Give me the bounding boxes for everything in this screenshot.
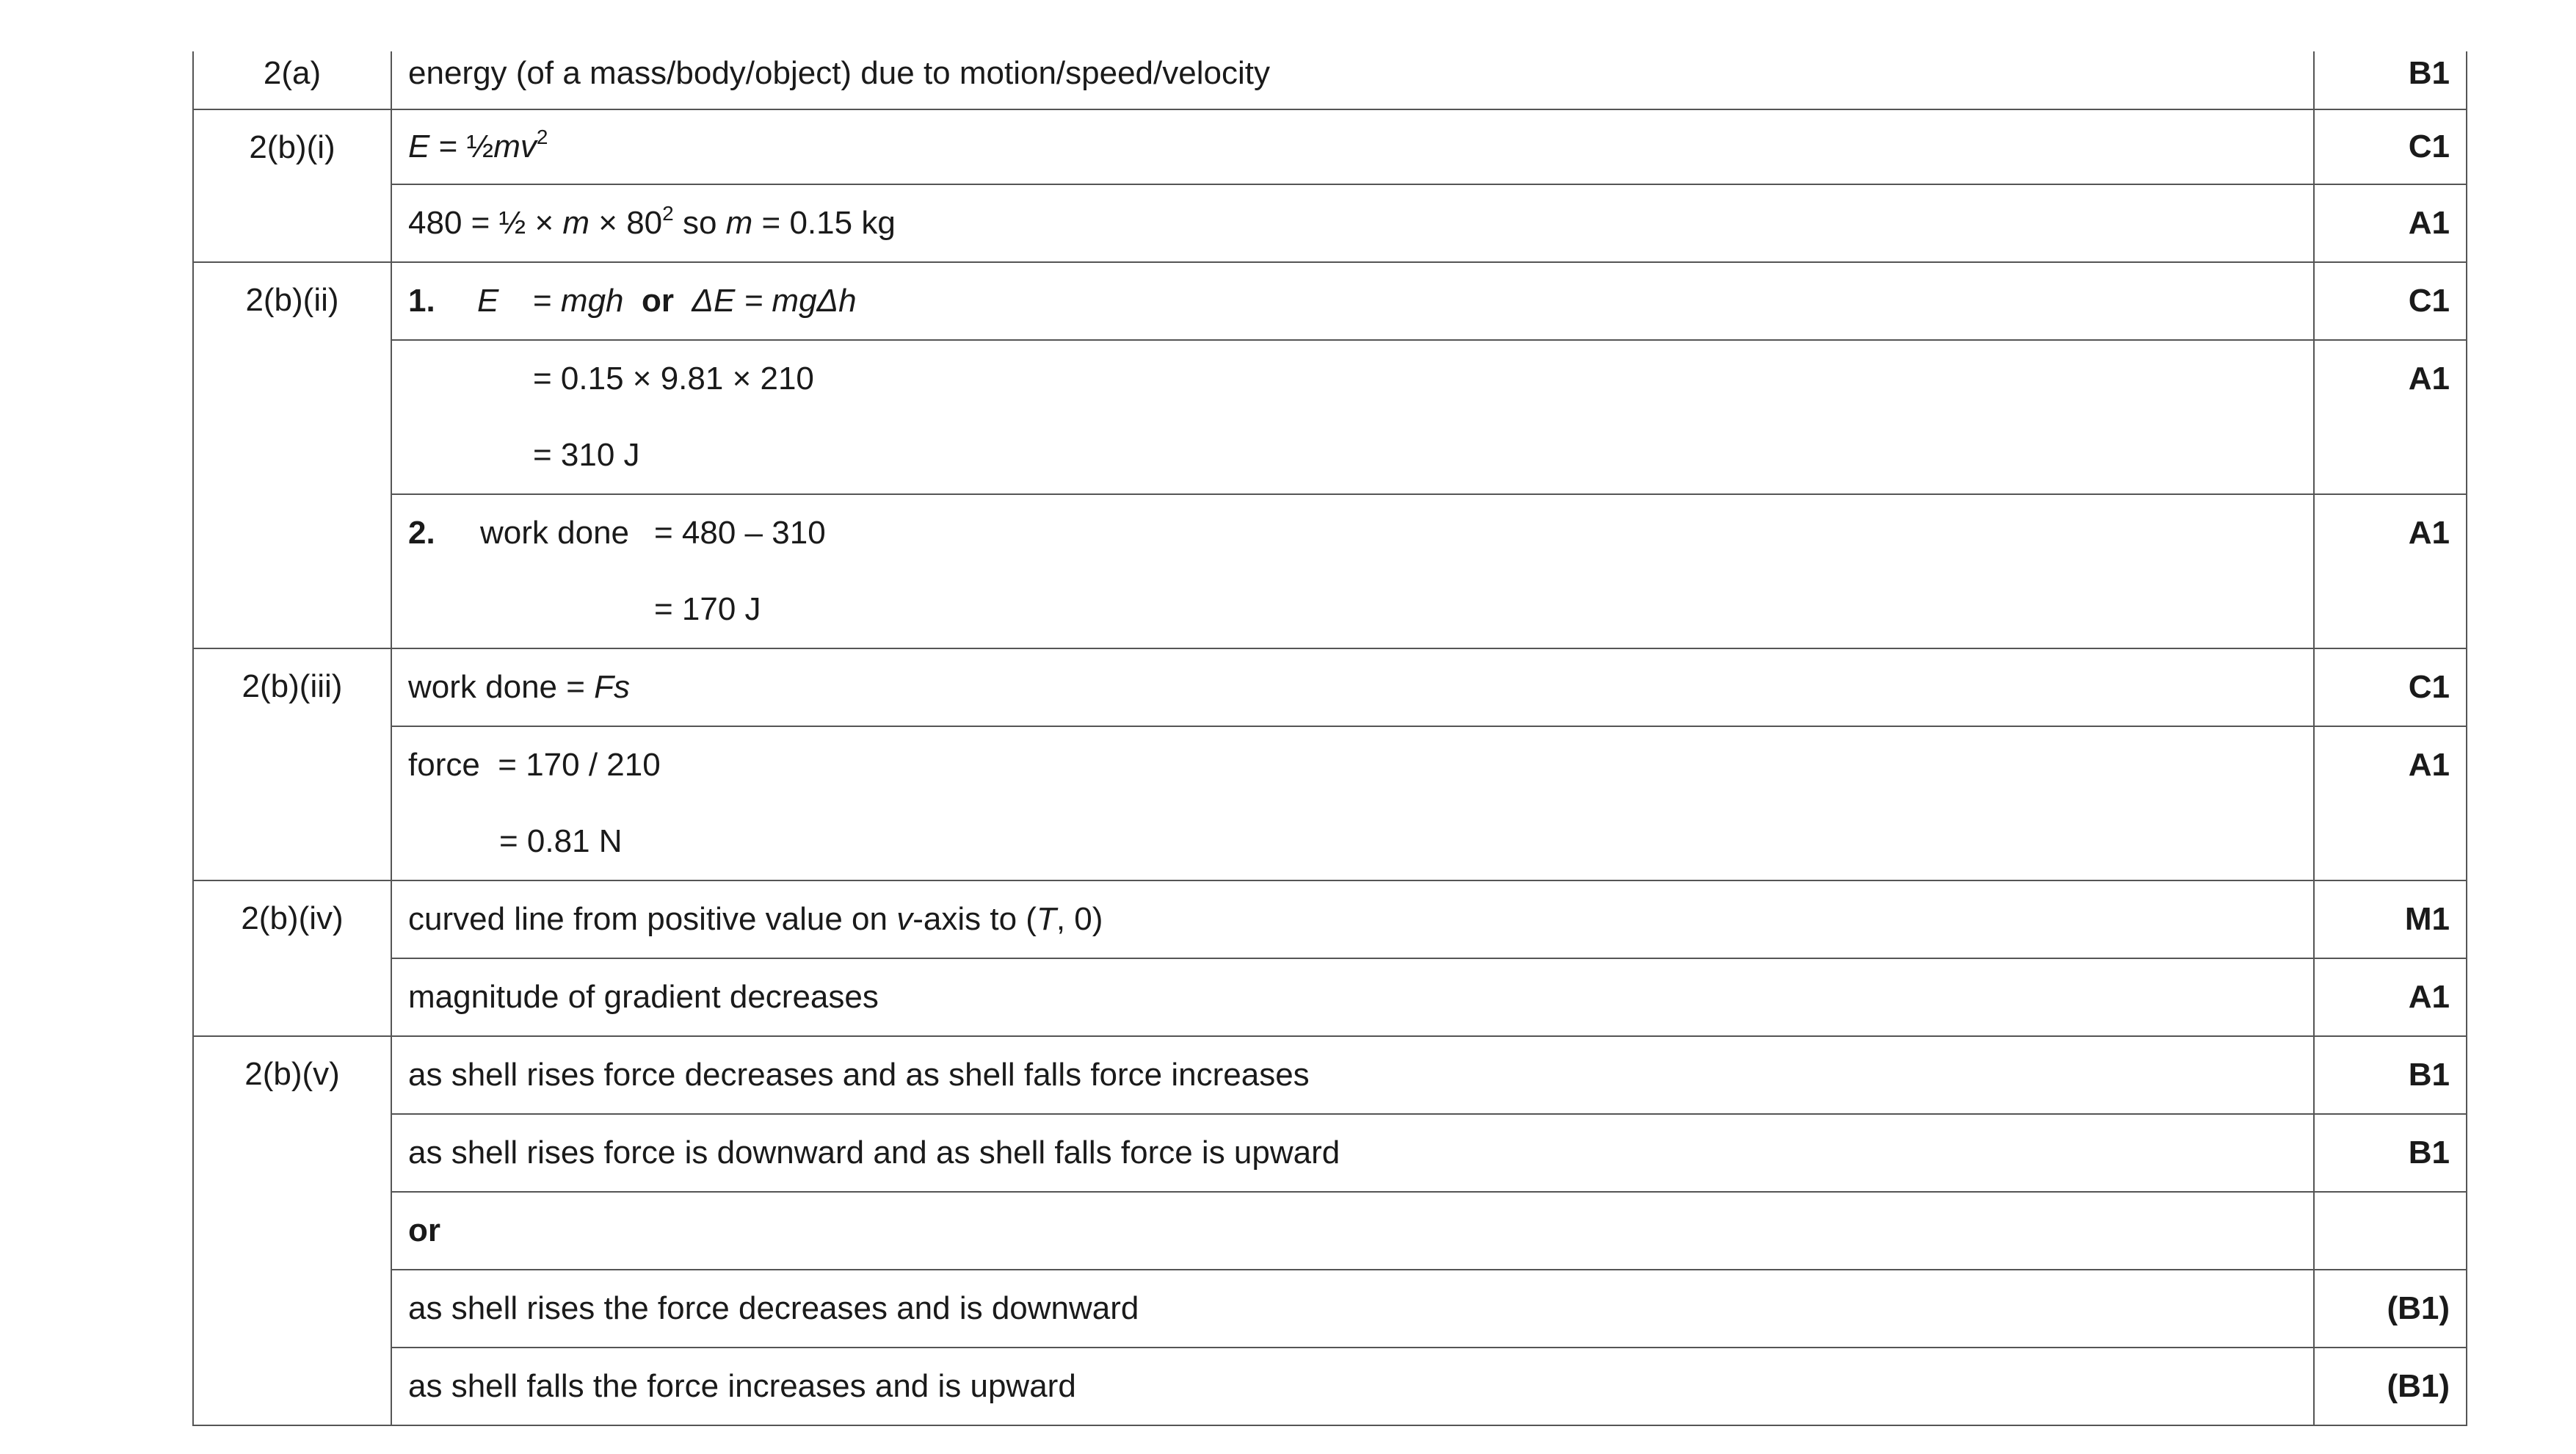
answer-cell bbox=[391, 1348, 2314, 1425]
superscript: 2 bbox=[536, 126, 548, 148]
answer-cell bbox=[391, 1270, 2314, 1348]
answer-text: magnitude of gradient decreases bbox=[408, 979, 879, 1015]
equation-part: = 0.81 N bbox=[499, 823, 623, 859]
mark-cell bbox=[2314, 958, 2467, 1036]
answer-formula bbox=[408, 649, 2297, 726]
equation-part: = 480 – 310 bbox=[654, 515, 826, 551]
table-row bbox=[193, 184, 2467, 262]
answer-formula bbox=[408, 185, 2297, 261]
symbol-mv: mv bbox=[493, 129, 537, 164]
answer-text: energy (of a mass/body/object) due to motion/speed/velocity bbox=[408, 55, 1270, 91]
mark-label: B1 bbox=[2408, 1057, 2450, 1093]
mark-cell bbox=[2314, 340, 2467, 494]
part-number: 1. bbox=[408, 283, 435, 319]
table-row bbox=[193, 648, 2467, 726]
equation-part: × 80 bbox=[589, 205, 663, 241]
mark-cell bbox=[2314, 880, 2467, 958]
equation-part: 480 = ½ × bbox=[408, 205, 563, 241]
equation-part: = 0.15 kg bbox=[752, 205, 896, 241]
equals-sign: = bbox=[533, 283, 561, 319]
answer-cell bbox=[391, 262, 2314, 340]
equation-part: = 310 J bbox=[533, 437, 640, 473]
equation-part: = 170 J bbox=[654, 591, 761, 627]
answer-line bbox=[408, 727, 2297, 803]
table-row bbox=[193, 262, 2467, 340]
answer-line bbox=[408, 341, 2297, 417]
text-part: curved line from positive value on bbox=[408, 901, 897, 937]
question-number-cell bbox=[193, 880, 391, 1036]
equation-part bbox=[533, 263, 857, 339]
answer-line bbox=[408, 571, 2297, 648]
table-row bbox=[193, 958, 2467, 1036]
mark-label: (B1) bbox=[2387, 1368, 2450, 1404]
answer-cell bbox=[391, 184, 2314, 262]
answer-line bbox=[408, 495, 2297, 571]
mark-cell bbox=[2314, 1192, 2467, 1270]
mark-cell bbox=[2314, 1348, 2467, 1425]
answer-cell bbox=[391, 1114, 2314, 1192]
mark-label: A1 bbox=[2408, 979, 2450, 1015]
mark-cell bbox=[2314, 109, 2467, 184]
text-part: , 0) bbox=[1056, 901, 1103, 937]
question-number: 2(b)(ii) bbox=[245, 282, 339, 318]
answer-line bbox=[408, 803, 2297, 880]
question-number-cell bbox=[193, 1036, 391, 1425]
answer-cell bbox=[391, 880, 2314, 958]
table-row bbox=[193, 1036, 2467, 1114]
answer-text: as shell rises force is downward and as shell falls force is upward bbox=[408, 1135, 1340, 1171]
answer-text: as shell rises the force decreases and is downward bbox=[408, 1290, 1139, 1326]
mark-label: M1 bbox=[2404, 901, 2450, 937]
symbol-m: m bbox=[725, 205, 753, 241]
symbol-m: m bbox=[562, 205, 590, 241]
mark-label: A1 bbox=[2408, 205, 2450, 241]
equation-part: force = 170 / 210 bbox=[408, 747, 661, 783]
answer-cell bbox=[391, 648, 2314, 726]
mark-cell bbox=[2314, 51, 2467, 109]
symbol-v: v bbox=[896, 901, 913, 937]
table-row bbox=[193, 494, 2467, 648]
mark-cell bbox=[2314, 648, 2467, 726]
symbol-Fs: Fs bbox=[594, 669, 631, 705]
symbol-E: E bbox=[477, 283, 499, 319]
table-row bbox=[193, 1270, 2467, 1348]
equation-part: = 0.15 × 9.81 × 210 bbox=[533, 361, 814, 397]
question-number: 2(b)(i) bbox=[249, 129, 335, 165]
mark-label: (B1) bbox=[2387, 1290, 2450, 1326]
answer-cell bbox=[391, 958, 2314, 1036]
mark-label: A1 bbox=[2408, 515, 2450, 551]
mark-label: C1 bbox=[2408, 129, 2450, 164]
answer-cell bbox=[391, 51, 2314, 109]
mark-scheme-table bbox=[192, 51, 2467, 1426]
answer-text: work done = bbox=[408, 669, 595, 705]
question-number-cell bbox=[193, 648, 391, 880]
equation-part: so bbox=[673, 205, 726, 241]
or-label: or bbox=[641, 283, 674, 319]
answer-cell bbox=[391, 494, 2314, 648]
table-row bbox=[193, 1192, 2467, 1270]
mark-cell bbox=[2314, 726, 2467, 880]
answer-cell bbox=[391, 109, 2314, 184]
answer-formula bbox=[408, 263, 2297, 339]
question-number: 2(b)(iii) bbox=[242, 668, 343, 704]
mark-label: A1 bbox=[2408, 747, 2450, 783]
mark-cell bbox=[2314, 262, 2467, 340]
symbol-T: T bbox=[1036, 901, 1056, 937]
answer-cell bbox=[391, 1192, 2314, 1270]
answer-line bbox=[408, 417, 2297, 493]
answer-cell bbox=[391, 726, 2314, 880]
answer-text: as shell falls the force increases and is upward bbox=[408, 1368, 1076, 1404]
question-number-cell bbox=[193, 51, 391, 109]
mark-cell bbox=[2314, 184, 2467, 262]
answer-cell bbox=[391, 1036, 2314, 1114]
table-row bbox=[193, 726, 2467, 880]
or-text: or bbox=[408, 1212, 440, 1248]
symbol-mgh: mgh bbox=[560, 283, 624, 319]
table-row bbox=[193, 340, 2467, 494]
mark-label: C1 bbox=[2408, 283, 2450, 319]
question-number: 2(b)(iv) bbox=[241, 900, 344, 936]
mark-empty bbox=[2331, 1193, 2450, 1269]
mark-label: C1 bbox=[2408, 669, 2450, 705]
answer-text: as shell rises force decreases and as shell falls force increases bbox=[408, 1057, 1310, 1093]
table-row bbox=[193, 51, 2467, 109]
part-number: 2. bbox=[408, 515, 435, 551]
mark-cell bbox=[2314, 1270, 2467, 1348]
mark-label: B1 bbox=[2408, 55, 2450, 91]
table-row bbox=[193, 1114, 2467, 1192]
answer-text bbox=[408, 881, 2297, 958]
text-part: -axis to ( bbox=[913, 901, 1037, 937]
answer-text: work done bbox=[480, 515, 630, 551]
table-row bbox=[193, 880, 2467, 958]
question-number-cell bbox=[193, 262, 391, 648]
superscript: 2 bbox=[662, 202, 674, 225]
mark-label: A1 bbox=[2408, 361, 2450, 397]
mark-cell bbox=[2314, 1036, 2467, 1114]
mark-label: B1 bbox=[2408, 1135, 2450, 1171]
table-row bbox=[193, 109, 2467, 184]
question-number-cell bbox=[193, 109, 391, 262]
mark-cell bbox=[2314, 1114, 2467, 1192]
answer-formula bbox=[408, 110, 2297, 184]
symbol-E: E bbox=[408, 129, 430, 164]
question-number: 2(b)(v) bbox=[244, 1056, 340, 1092]
mark-cell bbox=[2314, 494, 2467, 648]
question-number: 2(a) bbox=[263, 55, 322, 91]
equation-part: = ½ bbox=[429, 129, 494, 164]
table-row bbox=[193, 1348, 2467, 1425]
or-label bbox=[408, 1193, 2297, 1269]
symbol-delta-E: ΔE = mgΔh bbox=[692, 283, 857, 319]
answer-cell bbox=[391, 340, 2314, 494]
